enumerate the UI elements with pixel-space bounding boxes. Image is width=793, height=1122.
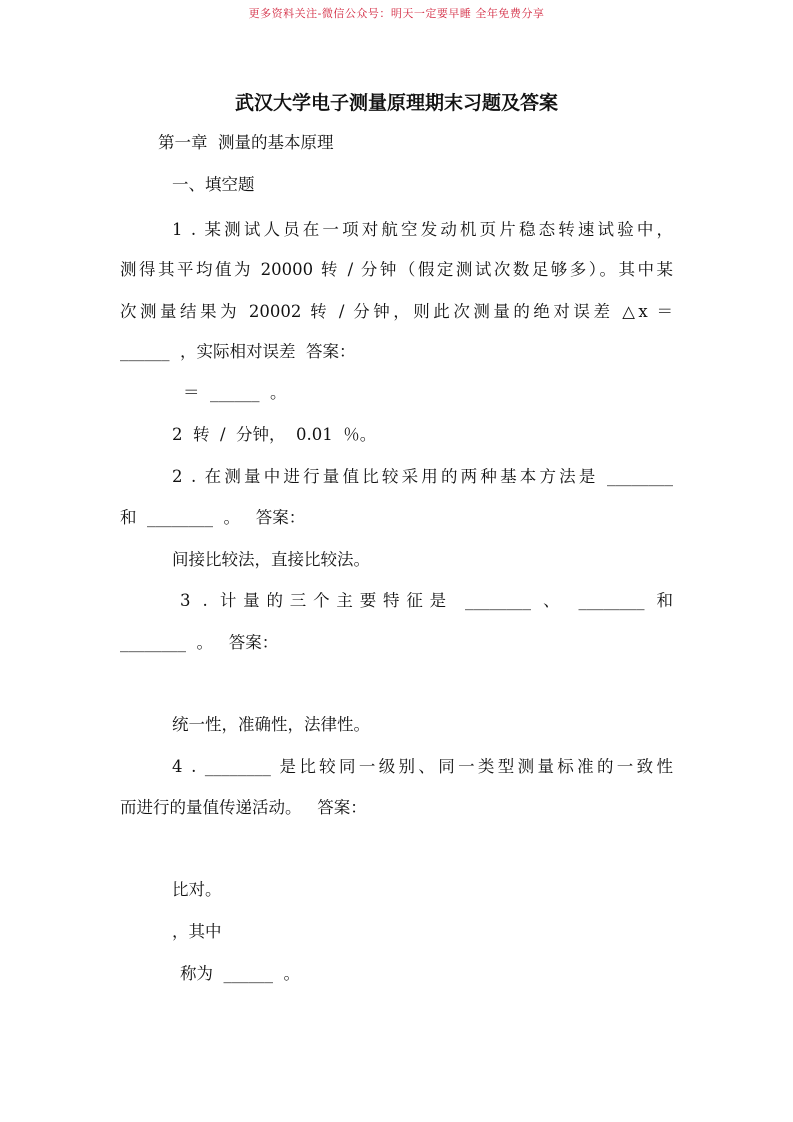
- question-1-line-5: ＝ ______ 。: [183, 383, 287, 402]
- answer-4: 比对。: [172, 880, 222, 899]
- question-1-line-1: 1 . 某测试人员在一项对航空发动机页片稳态转速试验中，: [172, 220, 673, 239]
- question-1-line-4: ______ ，实际相对误差 答案：: [120, 342, 356, 361]
- question-4-line-1: 4 . ________ 是比较同一级别、同一类型测量标准的一致性: [172, 757, 673, 776]
- answer-2: 间接比较法，直接比较法。: [172, 550, 370, 569]
- fragment-line-1: ，其中: [172, 922, 222, 941]
- question-4-line-2: 而进行的量值传递活动。 答案：: [120, 798, 367, 817]
- chapter-heading: 第一章 测量的基本原理: [158, 133, 334, 152]
- question-1-line-2: 测得其平均值为 20000 转 / 分钟（假定测试次数足够多）。其中某: [120, 260, 673, 279]
- question-2-line-2: 和 ________ 。 答案：: [120, 508, 306, 527]
- header-note: 更多资料关注-微信公众号：明天一定要早睡 全年免费分享: [248, 7, 545, 20]
- answer-3: 统一性，准确性，法律性。: [172, 715, 370, 734]
- document-title: 武汉大学电子测量原理期末习题及答案: [234, 92, 558, 114]
- fragment-line-2: 称为 ______ 。: [180, 964, 300, 983]
- question-1-line-3: 次测量结果为 20002 转 / 分钟，则此次测量的绝对误差 △x ＝: [120, 302, 673, 321]
- section-heading: 一、填空题: [172, 175, 255, 194]
- question-3-line-1: 3 . 计量的三个主要特征是 ________ 、 ________ 和: [180, 591, 673, 610]
- answer-1: 2 转 / 分钟， 0.01 ％。: [172, 425, 377, 444]
- question-3-line-2: ________ 。 答案：: [120, 633, 279, 652]
- question-2-line-1: 2 . 在测量中进行量值比较采用的两种基本方法是 ________: [172, 467, 673, 486]
